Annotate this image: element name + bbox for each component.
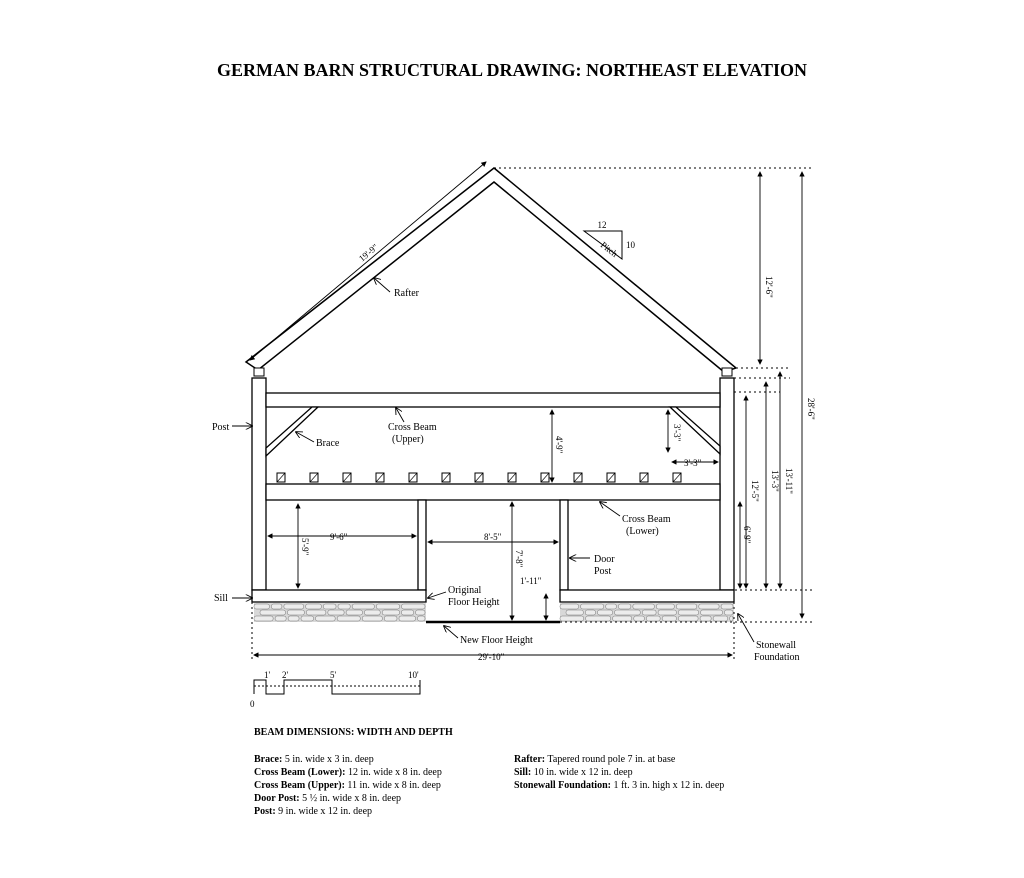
left-post [252, 378, 266, 590]
label-original-floor-1: Original [448, 585, 482, 596]
drawing-title: GERMAN BARN STRUCTURAL DRAWING: NORTHEAST ELEVATION [217, 60, 807, 80]
dim-rafter: 19'-9" [356, 241, 380, 264]
rafter [246, 168, 736, 372]
dim-left-bay-h: 5'-9" [300, 538, 310, 556]
dim-left-bay-w: 9'-6" [330, 532, 348, 542]
svg-text:12: 12 [597, 220, 607, 230]
beam-dim-row: Stonewall Foundation: 1 ft. 3 in. high x 12 in. deep [514, 780, 725, 791]
label-cross-beam-upper-2: (Upper) [392, 434, 424, 445]
beam-dims-header: BEAM DIMENSIONS: WIDTH AND DEPTH [254, 727, 453, 738]
dim-total-height: 28'-6" [806, 398, 816, 420]
dim-12-5: 12'-5" [750, 480, 760, 502]
label-cross-beam-upper-1: Cross Beam [388, 422, 437, 433]
dim-roof-height: 12'-6" [764, 276, 774, 298]
label-stonewall-1: Stonewall [756, 640, 796, 651]
beam-dim-row: Post: 9 in. wide x 12 in. deep [254, 806, 373, 817]
sill-left [252, 590, 426, 602]
cross-beam-upper [266, 393, 720, 407]
scale-2: 2' [282, 670, 289, 680]
floor-joists [277, 473, 681, 482]
sill-right [560, 590, 734, 602]
door-post-right [560, 500, 568, 590]
cross-beam-lower [266, 484, 720, 500]
svg-text:10: 10 [626, 240, 635, 250]
label-sill: Sill [214, 593, 228, 604]
beam-dim-row: Rafter: Tapered round pole 7 in. at base [514, 754, 676, 765]
scale-5: 5' [330, 670, 337, 680]
label-new-floor: New Floor Height [460, 635, 533, 646]
label-door-post-2: Post [594, 566, 612, 577]
dim-brace-v: 3'-3" [672, 424, 682, 442]
scale-10: 10' [408, 670, 419, 680]
label-cross-beam-lower-1: Cross Beam [622, 514, 671, 525]
dim-door-h: 7'-8" [514, 550, 524, 568]
label-post: Post [212, 422, 230, 433]
dim-door-w: 8'-5" [484, 532, 502, 542]
label-stonewall-2: Foundation [754, 652, 800, 663]
dim-brace-h: 3'-3" [684, 458, 702, 468]
beam-dim-row: Sill: 10 in. wide x 12 in. deep [514, 767, 633, 778]
label-rafter: Rafter [394, 288, 419, 299]
dim-13-11: 13'-11" [784, 468, 794, 494]
brace-left [266, 407, 318, 456]
beam-dim-row: Cross Beam (Upper): 11 in. wide x 8 in. deep [254, 780, 441, 791]
label-brace: Brace [316, 438, 340, 449]
dim-13-3: 13'-3" [770, 470, 780, 492]
dim-floor-drop: 1'-11" [520, 576, 542, 586]
beam-dim-row: Door Post: 5 ½ in. wide x 8 in. deep [254, 793, 402, 804]
scale-bar [250, 670, 420, 709]
door-post-left [418, 500, 426, 590]
dim-upper-clear: 4'-9" [554, 436, 564, 454]
label-cross-beam-lower-2: (Lower) [626, 526, 659, 537]
right-post [720, 378, 734, 590]
beam-dims-left [254, 753, 442, 818]
rafter-ends [254, 368, 732, 376]
scale-1: 1' [264, 670, 271, 680]
label-original-floor-2: Floor Height [448, 597, 500, 608]
dim-overall-w: 29'-10" [478, 652, 505, 662]
svg-text:Pitch: Pitch [598, 239, 620, 259]
beam-dims-right [514, 753, 724, 792]
beam-dim-row: Brace: 5 in. wide x 3 in. deep [254, 754, 374, 765]
scale-0: 0 [250, 699, 255, 709]
dim-lower-clear: 6'-9" [742, 526, 752, 544]
beam-dim-row: Cross Beam (Lower): 12 in. wide x 8 in. deep [254, 767, 442, 778]
label-door-post-1: Door [594, 554, 615, 565]
